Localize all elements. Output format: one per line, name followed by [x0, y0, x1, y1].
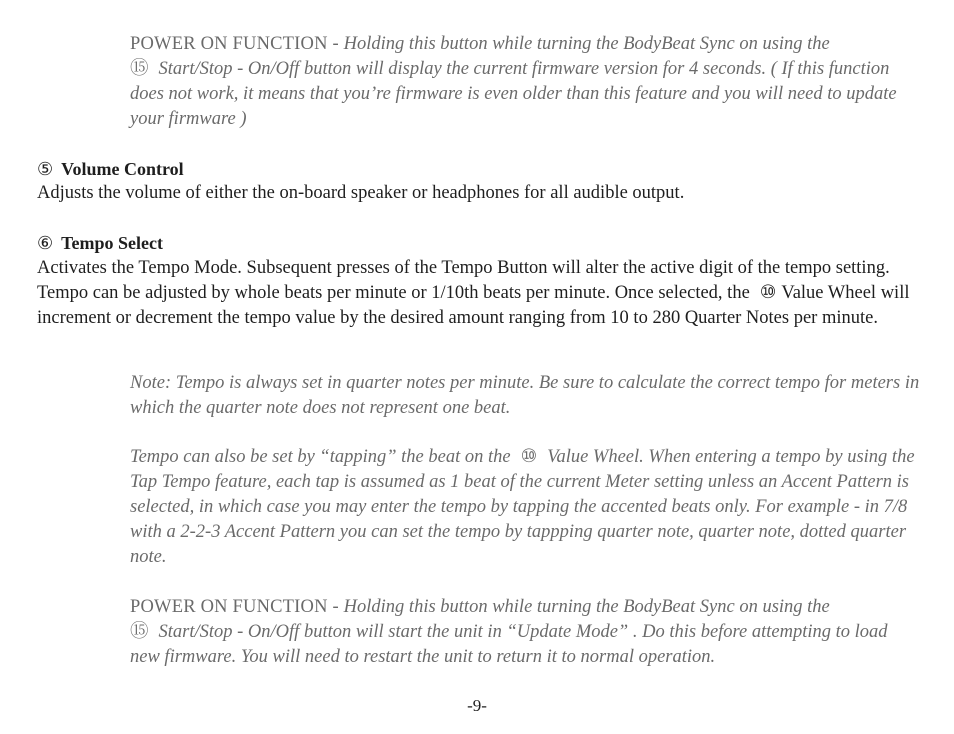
- tempo-select-description: [37, 256, 922, 331]
- power-on-text: Holding this button while turning the BodyBeat Sync on using the: [343, 34, 830, 54]
- callout-number-5: ⑤: [37, 159, 54, 179]
- tempo-select-title: Tempo Select: [61, 233, 163, 253]
- page-number: -9-: [467, 696, 487, 715]
- volume-control-title: Volume Control: [61, 159, 184, 179]
- callout-number-15: ⑮: [130, 59, 149, 79]
- power-on-text: Holding this button while turning the BodyBeat Sync on using the: [343, 597, 830, 617]
- power-on-note-update-mode: [130, 595, 920, 670]
- callout-number-10: ⑩: [520, 447, 538, 467]
- tap-tempo-text: Tempo can also be set by “tapping” the beat on the: [130, 447, 511, 467]
- power-on-note-firmware: [130, 32, 920, 132]
- tap-tempo-note: [130, 445, 920, 570]
- volume-control-heading: [37, 157, 184, 182]
- power-on-text-cont: Start/Stop - On/Off button will display the current firmware version for 4 seconds. ( If this function does not work, it means that you’re firmware is even older than this feature and you will need to update your firmware ): [130, 59, 897, 129]
- power-on-text-cont: Start/Stop - On/Off button will start the unit in “Update Mode” . Do this before attempting to load new firmware. You will need to restart the unit to return it to normal operation.: [130, 622, 888, 667]
- tempo-text-cont: Value Wheel will increment or decrement the tempo value by the desired amount ranging from 10 to 280 Quarter Notes per minute.: [37, 283, 910, 328]
- callout-number-6: ⑥: [37, 233, 54, 253]
- tap-tempo-text-cont: Value Wheel. When entering a tempo by using the Tap Tempo feature, each tap is assumed as 1 beat of the current Meter setting unless an Accent Pattern is selected, in which case you may enter the tempo by tapping the accented beats only. For example - in 7/8 with a 2-2-3 Accent Pattern you can set the tempo by tappping quarter note, quarter note, dotted quarter note.: [130, 447, 915, 567]
- callout-number-10: ⑩: [759, 283, 777, 303]
- volume-control-description: Adjusts the volume of either the on-board speaker or headphones for all audible output.: [37, 183, 685, 203]
- power-on-label: POWER ON FUNCTION -: [130, 34, 344, 54]
- power-on-label: POWER ON FUNCTION -: [130, 597, 344, 617]
- tempo-select-heading: [37, 231, 163, 256]
- tempo-note: Note: Tempo is always set in quarter notes per minute. Be sure to calculate the correct tempo for meters in which the quarter note does not represent one beat.: [130, 373, 920, 418]
- tempo-text: Activates the Tempo Mode. Subsequent presses of the Tempo Button will alter the active digit of the tempo setting. Tempo can be adjusted by whole beats per minute or 1/10th beats per minute. Once selected, the: [37, 258, 890, 303]
- callout-number-15: ⑮: [130, 622, 149, 642]
